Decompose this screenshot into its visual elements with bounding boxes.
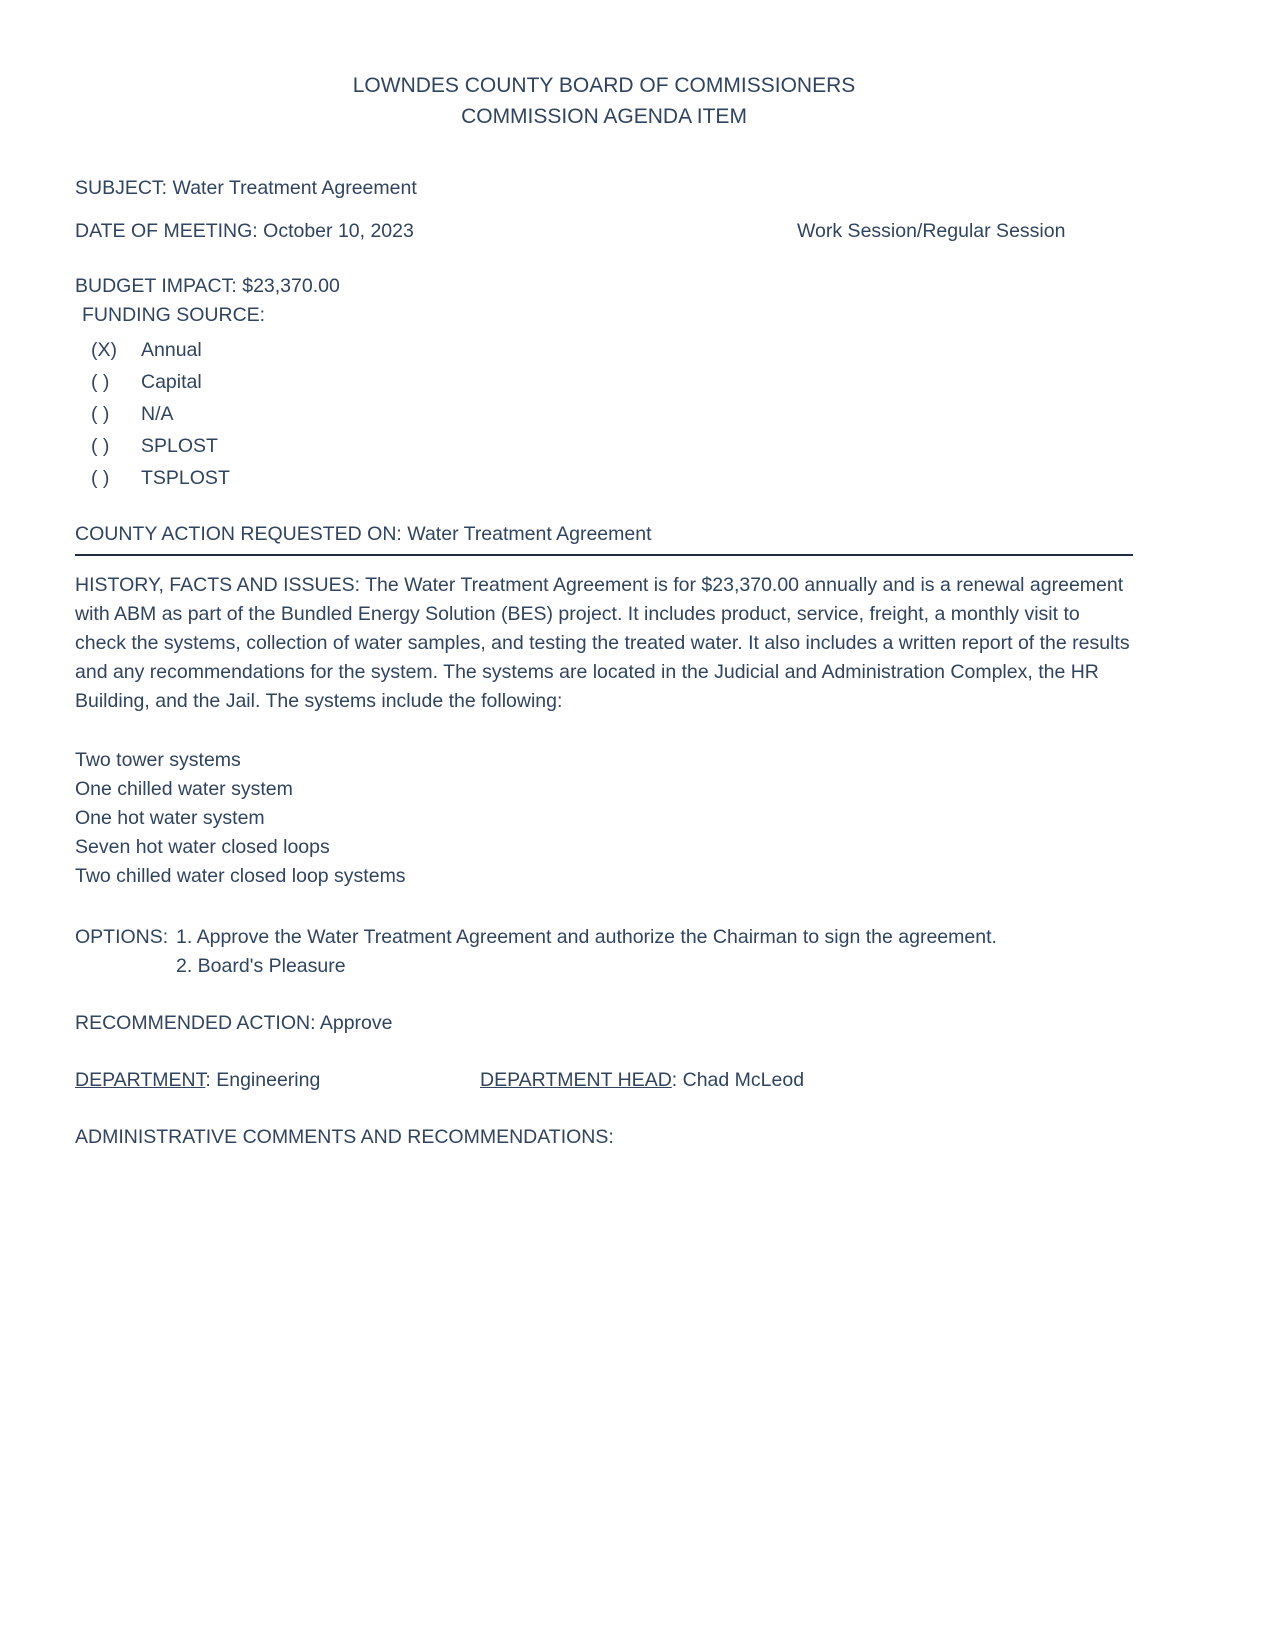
funding-option-label: Annual	[141, 338, 202, 361]
funding-source-label: FUNDING SOURCE:	[82, 304, 266, 326]
funding-option-label: SPLOST	[141, 434, 218, 457]
checkbox-mark: (X)	[91, 338, 117, 361]
options-items	[176, 923, 997, 981]
funding-option-capital	[75, 366, 1133, 398]
checkbox-mark: ( )	[91, 402, 110, 425]
department-head-value: : Chad McLeod	[671, 1069, 805, 1091]
document-title	[75, 70, 1133, 132]
subject-value: Water Treatment Agreement	[172, 177, 417, 199]
department-field	[75, 1066, 480, 1095]
department-row	[75, 1066, 1133, 1095]
agenda-document	[75, 70, 1133, 1152]
options-label: OPTIONS:	[75, 926, 169, 948]
county-action-row	[75, 520, 1133, 556]
title-line-1: LOWNDES COUNTY BOARD OF COMMISSIONERS	[352, 74, 856, 97]
history-facts-issues	[75, 571, 1133, 716]
recommended-label: RECOMMENDED ACTION:	[75, 1012, 316, 1034]
department-head-field	[480, 1066, 804, 1095]
system-item: Seven hot water closed loops	[75, 836, 330, 858]
department-label: DEPARTMENT	[75, 1069, 206, 1091]
checkbox-mark: ( )	[91, 466, 110, 489]
system-item: One hot water system	[75, 807, 265, 829]
funding-option-label: Capital	[141, 370, 202, 393]
options-section	[75, 923, 1133, 981]
county-action-label: COUNTY ACTION REQUESTED ON:	[75, 523, 402, 545]
subject-label: SUBJECT:	[75, 177, 168, 199]
budget-value: $23,370.00	[242, 275, 340, 297]
systems-list	[75, 746, 1133, 891]
funding-source-list	[75, 334, 1133, 494]
budget-label: BUDGET IMPACT:	[75, 275, 237, 297]
funding-option-splost	[75, 430, 1133, 462]
funding-option-label: N/A	[141, 402, 174, 425]
funding-option-tsplost	[75, 462, 1133, 494]
department-head-label: DEPARTMENT HEAD	[480, 1069, 672, 1091]
funding-option-annual	[75, 334, 1133, 366]
system-item: One chilled water system	[75, 778, 293, 800]
date-of-meeting-row	[75, 217, 1133, 246]
subject-row	[75, 174, 1133, 203]
system-item: Two tower systems	[75, 749, 241, 771]
date-value: October 10, 2023	[263, 220, 414, 242]
history-label: HISTORY, FACTS AND ISSUES:	[75, 574, 361, 596]
funding-option-na	[75, 398, 1133, 430]
system-item: Two chilled water closed loop systems	[75, 865, 406, 887]
recommended-value: Approve	[319, 1012, 393, 1034]
checkbox-mark: ( )	[91, 434, 110, 457]
history-text: The Water Treatment Agreement is for $23,370.00 annually and is a renewal agreement with ABM as part of the Bundled Energy Solution (BES) project. It includes product, service, freight, a monthly visit to check the systems, collection of water samples, and testing the treated water. It also includes a written report of the results and any recommendations for the system. The systems are located in the Judicial and Administration Complex, the HR Building, and the Jail. The systems include the following:	[75, 574, 1130, 712]
session-type: Work Session/Regular Session	[797, 220, 1066, 242]
funding-option-label: TSPLOST	[141, 466, 230, 489]
administrative-comments-label: ADMINISTRATIVE COMMENTS AND RECOMMENDATIONS:	[75, 1126, 614, 1148]
budget-impact-row	[75, 272, 1133, 301]
department-value: : Engineering	[205, 1069, 321, 1091]
title-line-2: COMMISSION AGENDA ITEM	[461, 105, 747, 128]
date-label: DATE OF MEETING:	[75, 220, 258, 242]
checkbox-mark: ( )	[91, 370, 110, 393]
county-action-value: Water Treatment Agreement	[407, 523, 652, 545]
option-item: 1. Approve the Water Treatment Agreement and authorize the Chairman to sign the agreement.	[176, 926, 997, 948]
option-item: 2. Board's Pleasure	[176, 955, 346, 977]
recommended-action-row	[75, 1009, 1133, 1038]
